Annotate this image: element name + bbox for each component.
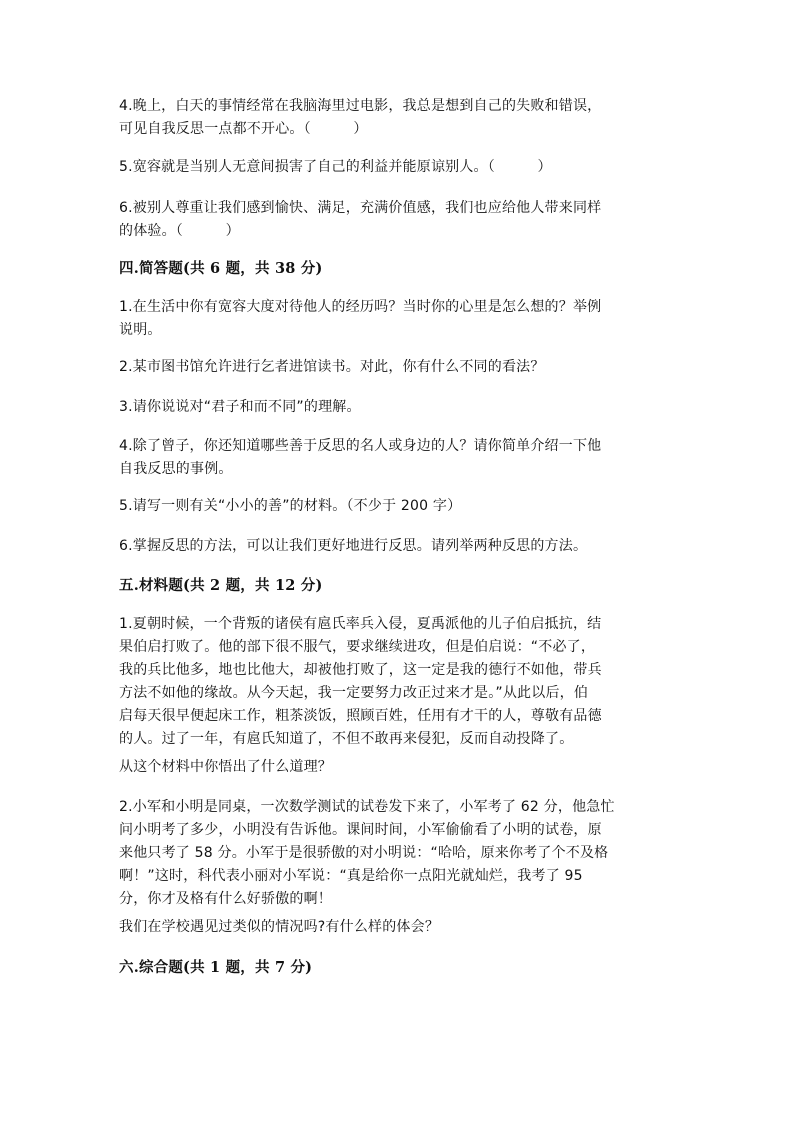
short-answer-question-3 [119, 396, 679, 419]
text-line: 啊！”这时，科代表小丽对小军说：“真是给你一点阳光就灿烂，我考了 95 [119, 868, 583, 884]
text-line: 的人。过了一年，有扈氏知道了，不但不敢再来侵犯，反而自动投降了。 [119, 731, 574, 747]
short-answer-question-5 [119, 495, 679, 518]
material-question-1-prompt [119, 756, 679, 779]
tf-question-6 [119, 197, 679, 243]
text-line: 6.掌握反思的方法，可以让我们更好地进行反思。请列举两种反思的方法。 [119, 538, 588, 554]
text-line: 问小明考了多少，小明没有告诉他。课间时间，小军偷偷看了小明的试卷，原 [119, 822, 602, 838]
text-line: 自我反思的事例。 [119, 461, 233, 477]
text-line: 1.夏朝时候，一个背叛的诸侯有扈氏率兵入侵，夏禹派他的儿子伯启抵抗，结 [119, 616, 602, 632]
section-title-text: 六.综合题(共 1 题，共 7 分) [119, 959, 313, 976]
material-question-2-prompt [119, 916, 679, 939]
text-line: 说明。 [119, 322, 162, 338]
text-line: 我的兵比他多，地也比他大，却被他打败了，这一定是我的德行不如他，带兵 [119, 662, 602, 678]
section-4-title [119, 257, 679, 280]
section-5-title [119, 574, 679, 597]
text-line: 的体验。（ ） [119, 223, 240, 239]
text-line: 从这个材料中你悟出了什么道理？ [119, 759, 332, 775]
text-line: 1.在生活中你有宽容大度对待他人的经历吗？当时你的心里是怎么想的？举例 [119, 299, 602, 315]
text-line: 4.除了曾子，你还知道哪些善于反思的名人或身边的人？请你简单介绍一下他 [119, 438, 602, 454]
tf-question-5 [119, 156, 679, 179]
text-line: 我们在学校遇见过类似的情况吗?有什么样的体会？ [119, 919, 440, 935]
text-line: 4.晚上，白天的事情经常在我脑海里过电影，我总是想到自己的失败和错误， [119, 98, 602, 114]
text-line: 5.请写一则有关“小小的善”的材料。（不少于 200 字） [119, 498, 462, 514]
text-line: 2.某市图书馆允许进行乞者进馆读书。对此，你有什么不同的看法？ [119, 359, 545, 375]
text-line: 2.小军和小明是同桌，一次数学测试的试卷发下来了，小军考了 62 分，他急忙 [119, 799, 615, 815]
text-line: 果伯启打败了。他的部下很不服气，要求继续进攻，但是伯启说：“不必了， [119, 639, 596, 655]
section-6-title [119, 956, 679, 979]
text-line: 可见自我反思一点都不开心。（ ） [119, 121, 368, 137]
text-line: 分，你才及格有什么好骄傲的啊！ [119, 891, 332, 907]
material-question-2 [119, 796, 679, 911]
text-line: 来他只考了 58 分。小军于是很骄傲的对小明说：“哈哈，原来你考了个不及格 [119, 845, 609, 861]
short-answer-question-6 [119, 535, 679, 558]
tf-question-4 [119, 95, 679, 141]
text-line: 3.请你说说对“君子和而不同”的理解。 [119, 399, 361, 415]
text-line: 启每天很早便起床工作，粗茶淡饭，照顾百姓，任用有才干的人，尊敬有品德 [119, 708, 602, 724]
short-answer-question-2 [119, 356, 679, 379]
short-answer-question-1 [119, 296, 679, 342]
section-title-text: 五.材料题(共 2 题，共 12 分) [119, 577, 323, 594]
text-line: 6.被别人尊重让我们感到愉快、满足，充满价值感，我们也应给他人带来同样 [119, 200, 602, 216]
section-title-text: 四.简答题(共 6 题，共 38 分) [119, 260, 323, 277]
material-question-1 [119, 613, 679, 751]
short-answer-question-4 [119, 435, 679, 481]
text-line: 方法不如他的缘故。从今天起，我一定要努力改正过来才是。”从此以后，伯 [119, 685, 589, 701]
text-line: 5.宽容就是当别人无意间损害了自己的利益并能原谅别人。（ ） [119, 159, 552, 175]
